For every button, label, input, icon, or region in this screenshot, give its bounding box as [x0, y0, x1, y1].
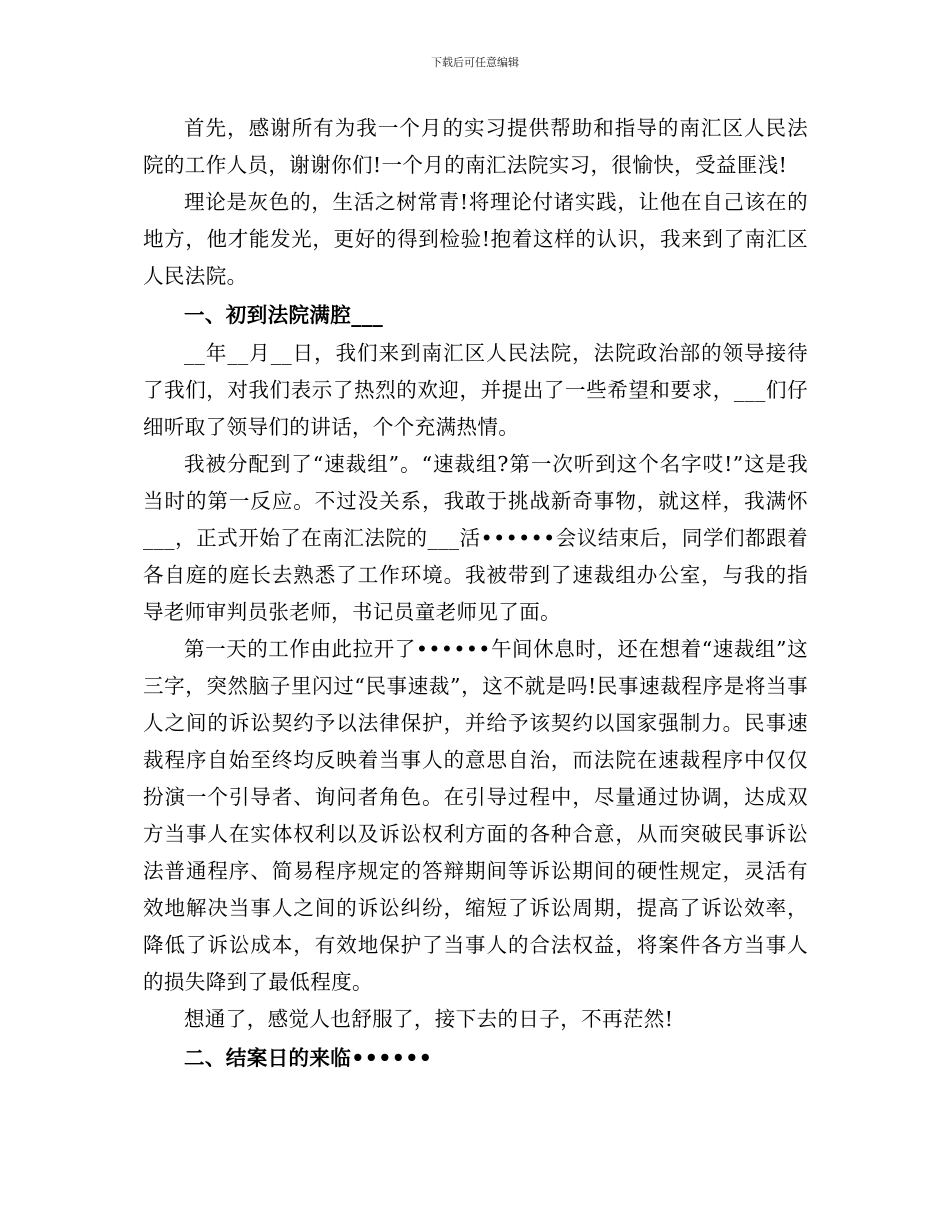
paragraph-intro: 首先，感谢所有为我一个月的实习提供帮助和指导的南汇区人民法院的工作人员，谢谢你们!一个月的南汇法院实习，很愉快，受益匪浅! — [143, 116, 808, 177]
paragraph-theory: 理论是灰色的，生活之树常青!将理论付诸实践，让他在自己该在的地方，他才能发光，更好的得到检验!抱着这样的认识，我来到了南汇区人民法院。 — [143, 190, 808, 288]
section-heading-1: 一、初到法院满腔___ — [184, 303, 384, 327]
paragraph-assignment: 我被分配到了“速裁组”。“速裁组?第一次听到这个名字哎!”这是我当时的第一反应。不过没关系，我敢于挑战新奇事物，就这样，我满怀___，正式开始了在南汇法院的___活••••••会议结束后，同学们都跟着各自庭的庭长去熟悉了工作环境。我被带到了速裁组办公室，与我的指导老师审判员张老师，书记员童老师见了面。 — [143, 452, 808, 624]
paragraph-relief: 想通了，感觉人也舒服了，接下去的日子，不再茫然! — [184, 1007, 674, 1031]
section-heading-2: 二、结案日的来临•••••• — [184, 1046, 433, 1070]
paragraph-first-day: 第一天的工作由此拉开了••••••午间休息时，还在想着“速裁组”这三字，突然脑子里闪过“民事速裁”，这不就是吗!民事速裁程序是将当事人之间的诉讼契约予以法律保护，并给予该契约以国家强制力。民事速裁程序自始至终均反映着当事人的意思自治，而法院在速裁程序中仅仅扮演一个引导者、询问者角色。在引导过程中，尽量通过协调，达成双方当事人在实体权利以及诉讼权利方面的各种合意，从而突破民事诉讼法普通程序、简易程序规定的答辩期间等诉讼期间的硬性规定，灵活有效地解决当事人之间的诉讼纠纷，缩短了诉讼周期，提高了诉讼效率，降低了诉讼成本，有效地保护了当事人的合法权益，将案件各方当事人的损失降到了最低程度。 — [143, 637, 808, 994]
document-body — [143, 110, 808, 1078]
header-note: 下载后可任意编辑 — [431, 56, 519, 69]
paragraph-arrival: __年__月__日，我们来到南汇区人民法院，法院政治部的领导接待了我们，对我们表示了热烈的欢迎，并提出了一些希望和要求，___们仔细听取了领导们的讲话，个个充满热情。 — [143, 341, 808, 439]
